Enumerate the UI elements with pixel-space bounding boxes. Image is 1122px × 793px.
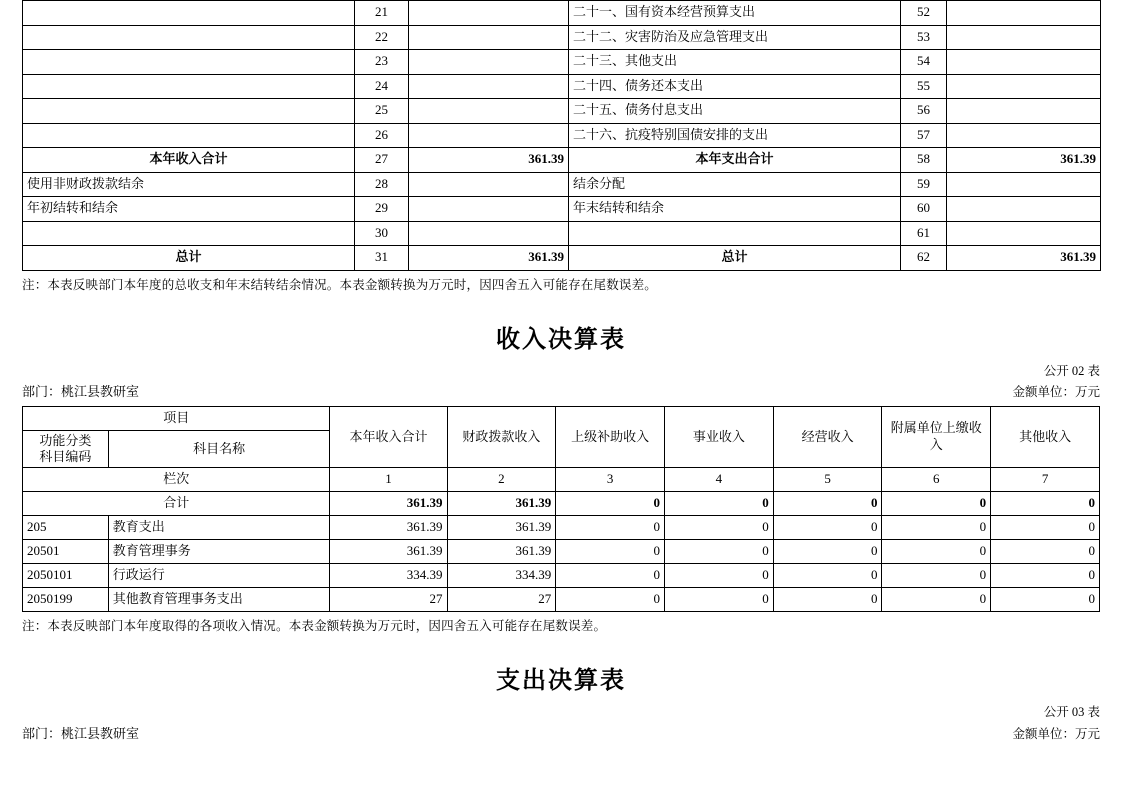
right-label: 结余分配 xyxy=(569,172,901,197)
cell-name: 教育管理事务 xyxy=(108,540,330,564)
expense-table-title: 支出决算表 xyxy=(496,668,626,695)
income-table-note: 注：本表反映部门本年度取得的各项收入情况。本表金额转换为万元时，因四舍五入可能存在尾数误差。 xyxy=(22,619,607,634)
income-table-title: 收入决算表 xyxy=(496,326,626,353)
cell-code: 2050101 xyxy=(23,564,109,588)
cell-value: 334.39 xyxy=(330,564,447,588)
right-row-no: 52 xyxy=(901,1,947,26)
cell-value: 334.39 xyxy=(447,564,556,588)
left-label xyxy=(23,74,355,99)
cell-code: 2050199 xyxy=(23,588,109,612)
right-row-no: 59 xyxy=(901,172,947,197)
cell-value: 0 xyxy=(991,492,1100,516)
cell-value: 0 xyxy=(556,492,665,516)
left-label xyxy=(23,50,355,75)
income-table-body xyxy=(23,406,1100,612)
column-header-subject-name: 科目名称 xyxy=(108,430,330,468)
cell-value: 0 xyxy=(664,492,773,516)
cell-value: 0 xyxy=(773,492,882,516)
income-table-row xyxy=(23,588,1100,612)
cell-value: 0 xyxy=(556,588,665,612)
revenue-expense-summary-table-continued xyxy=(22,0,1101,271)
right-row-no: 61 xyxy=(901,221,947,246)
cell-value: 0 xyxy=(991,564,1100,588)
project-group-header: 项目 xyxy=(23,406,330,430)
right-amount xyxy=(947,197,1101,222)
right-row-no: 54 xyxy=(901,50,947,75)
cell-value: 361.39 xyxy=(447,492,556,516)
income-row-total xyxy=(23,492,1100,516)
left-amount: 361.39 xyxy=(409,148,569,173)
right-amount xyxy=(947,1,1101,26)
right-label: 二十一、国有资本经营预算支出 xyxy=(569,1,901,26)
cell-value: 361.39 xyxy=(330,516,447,540)
column-header-fiscal: 财政拨款收入 xyxy=(447,406,556,468)
right-label: 二十六、抗疫特别国债安排的支出 xyxy=(569,123,901,148)
cell-value: 0 xyxy=(556,564,665,588)
right-row-no: 57 xyxy=(901,123,947,148)
table-row xyxy=(23,99,1101,124)
right-label: 二十五、债务付息支出 xyxy=(569,99,901,124)
right-label: 二十四、债务还本支出 xyxy=(569,74,901,99)
left-label xyxy=(23,99,355,124)
left-row-no: 24 xyxy=(355,74,409,99)
col-number: 5 xyxy=(773,468,882,492)
expense-department: 部门：桃江县教研室 xyxy=(22,725,140,741)
income-table-row xyxy=(23,516,1100,540)
column-header-function-code xyxy=(23,430,109,468)
cell-value: 0 xyxy=(664,540,773,564)
table-row xyxy=(23,50,1101,75)
right-label: 二十三、其他支出 xyxy=(569,50,901,75)
left-amount xyxy=(409,172,569,197)
cell-name: 行政运行 xyxy=(108,564,330,588)
col-number: 6 xyxy=(882,468,991,492)
col-number: 2 xyxy=(447,468,556,492)
cell-value: 0 xyxy=(664,516,773,540)
left-row-no: 26 xyxy=(355,123,409,148)
right-label xyxy=(569,221,901,246)
table-row xyxy=(23,1,1101,26)
right-label: 本年支出合计 xyxy=(569,148,901,173)
cell-value: 361.39 xyxy=(330,492,447,516)
cell-value: 0 xyxy=(882,588,991,612)
right-amount xyxy=(947,50,1101,75)
right-label: 二十二、灾害防治及应急管理支出 xyxy=(569,25,901,50)
cell-value: 0 xyxy=(556,540,665,564)
right-row-no: 60 xyxy=(901,197,947,222)
left-label: 年初结转和结余 xyxy=(23,197,355,222)
left-amount: 361.39 xyxy=(409,246,569,271)
summary-table-note: 注：本表反映部门本年度的总收支和年末结转结余情况。本表金额转换为万元时，因四舍五入可能存在尾数误差。 xyxy=(22,277,658,292)
income-public-no: 公开 02 表 xyxy=(1043,363,1100,378)
left-row-no: 22 xyxy=(355,25,409,50)
col-number: 3 xyxy=(556,468,665,492)
income-table-row xyxy=(23,540,1100,564)
cell-value: 0 xyxy=(773,588,882,612)
left-row-no: 31 xyxy=(355,246,409,271)
expense-meta-row xyxy=(22,723,1100,742)
expense-public-no: 公开 03 表 xyxy=(1043,705,1100,720)
left-label: 使用非财政拨款结余 xyxy=(23,172,355,197)
left-amount xyxy=(409,1,569,26)
column-header-operating-income: 经营收入 xyxy=(773,406,882,468)
cell-value: 27 xyxy=(330,588,447,612)
income-meta-row xyxy=(22,381,1100,400)
left-label xyxy=(23,25,355,50)
cell-value: 0 xyxy=(773,540,882,564)
left-row-no: 25 xyxy=(355,99,409,124)
right-row-no: 62 xyxy=(901,246,947,271)
income-header-group-row xyxy=(23,406,1100,430)
right-label: 年末结转和结余 xyxy=(569,197,901,222)
right-amount xyxy=(947,123,1101,148)
col-number: 1 xyxy=(330,468,447,492)
left-amount xyxy=(409,74,569,99)
left-row-no: 30 xyxy=(355,221,409,246)
right-amount xyxy=(947,74,1101,99)
cell-value: 0 xyxy=(773,564,882,588)
cell-value: 0 xyxy=(664,588,773,612)
cell-value: 361.39 xyxy=(330,540,447,564)
right-row-no: 56 xyxy=(901,99,947,124)
table-row xyxy=(23,25,1101,50)
right-amount xyxy=(947,172,1101,197)
left-label: 总计 xyxy=(23,246,355,271)
cell-code: 20501 xyxy=(23,540,109,564)
table-row xyxy=(23,123,1101,148)
function-code-line1: 功能分类 xyxy=(39,432,92,448)
cell-value: 0 xyxy=(991,516,1100,540)
cell-value: 0 xyxy=(882,540,991,564)
left-row-no: 23 xyxy=(355,50,409,75)
left-label xyxy=(23,221,355,246)
summary-table-body xyxy=(23,1,1101,271)
cell-value: 0 xyxy=(991,540,1100,564)
cell-name: 教育支出 xyxy=(108,516,330,540)
column-header-other-income: 其他收入 xyxy=(991,406,1100,468)
left-row-no: 27 xyxy=(355,148,409,173)
left-amount xyxy=(409,197,569,222)
table-row xyxy=(23,197,1101,222)
left-amount xyxy=(409,123,569,148)
left-amount xyxy=(409,221,569,246)
left-row-no: 29 xyxy=(355,197,409,222)
left-row-no: 21 xyxy=(355,1,409,26)
column-header-business-income: 事业收入 xyxy=(664,406,773,468)
function-code-line2: 科目编码 xyxy=(39,449,92,465)
cell-value: 0 xyxy=(882,492,991,516)
right-row-no: 55 xyxy=(901,74,947,99)
cell-value: 27 xyxy=(447,588,556,612)
cell-value: 0 xyxy=(773,516,882,540)
right-row-no: 53 xyxy=(901,25,947,50)
column-header-total: 本年收入合计 xyxy=(330,406,447,468)
cell-value: 361.39 xyxy=(447,540,556,564)
right-amount xyxy=(947,99,1101,124)
left-label xyxy=(23,123,355,148)
cell-value: 0 xyxy=(882,516,991,540)
cell-name: 其他教育管理事务支出 xyxy=(108,588,330,612)
expense-amount-unit: 金额单位：万元 xyxy=(1012,726,1100,741)
left-amount xyxy=(409,50,569,75)
right-amount xyxy=(947,25,1101,50)
left-row-no: 28 xyxy=(355,172,409,197)
right-row-no: 58 xyxy=(901,148,947,173)
left-amount xyxy=(409,99,569,124)
right-amount: 361.39 xyxy=(947,148,1101,173)
table-row-total xyxy=(23,148,1101,173)
col-number: 7 xyxy=(991,468,1100,492)
cell-value: 0 xyxy=(556,516,665,540)
table-row xyxy=(23,74,1101,99)
income-final-accounts-table xyxy=(22,406,1100,613)
cell-code: 205 xyxy=(23,516,109,540)
col-number: 4 xyxy=(664,468,773,492)
left-label xyxy=(23,1,355,26)
income-department: 部门：桃江县教研室 xyxy=(22,383,140,399)
cell-value: 0 xyxy=(664,564,773,588)
income-column-index-row xyxy=(23,468,1100,492)
cell-value: 0 xyxy=(882,564,991,588)
left-amount xyxy=(409,25,569,50)
row-index-label: 栏次 xyxy=(23,468,330,492)
right-amount xyxy=(947,221,1101,246)
right-label: 总计 xyxy=(569,246,901,271)
table-row-grand-total xyxy=(23,246,1101,271)
left-label: 本年收入合计 xyxy=(23,148,355,173)
table-row xyxy=(23,172,1101,197)
cell-value: 361.39 xyxy=(447,516,556,540)
column-header-superior-subsidy: 上级补助收入 xyxy=(556,406,665,468)
right-amount: 361.39 xyxy=(947,246,1101,271)
row-label-total: 合计 xyxy=(23,492,330,516)
income-amount-unit: 金额单位：万元 xyxy=(1012,384,1100,399)
column-header-affiliated-remit: 附属单位上缴收入 xyxy=(882,406,991,468)
cell-value: 0 xyxy=(991,588,1100,612)
income-table-row xyxy=(23,564,1100,588)
table-row xyxy=(23,221,1101,246)
